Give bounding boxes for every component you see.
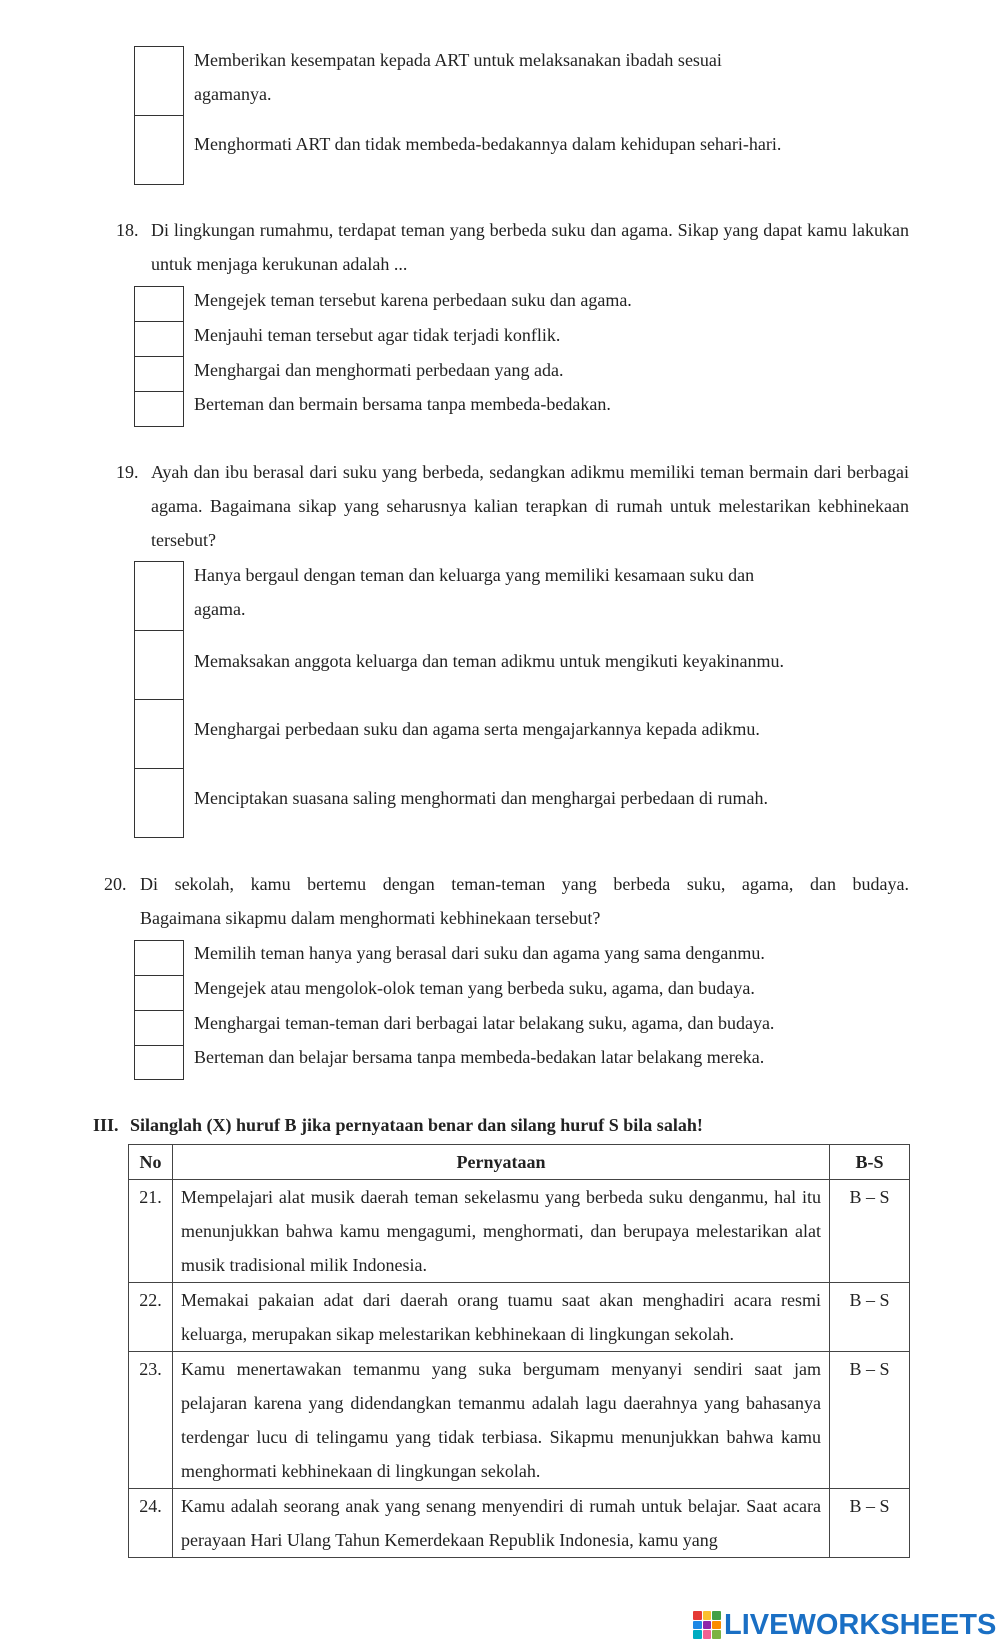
logo-mark-square [693, 1630, 702, 1639]
liveworksheets-logo [693, 1610, 996, 1640]
q18-option-a-checkbox[interactable] [134, 286, 184, 322]
q17-option-2-checkbox[interactable] [134, 115, 184, 185]
row-number: 23. [129, 1352, 173, 1489]
q18-option-b-text: Menjauhi teman tersebut agar tidak terjadi konflik. [194, 325, 561, 345]
logo-mark-square [712, 1621, 721, 1630]
option-s[interactable]: S [879, 1187, 890, 1207]
q18-option-c-checkbox[interactable] [134, 356, 184, 392]
table-row [129, 1283, 910, 1352]
q20-option-c-text: Menghargai teman-teman dari berbagai latar belakang suku, agama, dan budaya. [194, 1013, 775, 1033]
q17-option-1-text [194, 43, 722, 111]
option-b[interactable]: B [849, 1290, 862, 1310]
row-statement: Memakai pakaian adat dari daerah orang tuamu saat akan menghadiri acara resmi keluarga, merupakan sikap melestarikan kebhinekaan di lingkungan sekolah. [173, 1283, 830, 1352]
q20-option-c-checkbox[interactable] [134, 1010, 184, 1046]
option-separator: – [861, 1359, 880, 1379]
q17-option-2-text: Menghormati ART dan tidak membeda-bedakannya dalam kehidupan sehari-hari. [194, 134, 782, 154]
row-bs-options [830, 1180, 910, 1283]
q18-option-c-text: Menghargai dan menghormati perbedaan yang ada. [194, 360, 564, 380]
row-bs-options [830, 1283, 910, 1352]
q19-option-c-checkbox[interactable] [134, 699, 184, 769]
section-3-roman: III. [93, 1115, 119, 1135]
logo-mark-square [712, 1611, 721, 1620]
q18-option-d-text: Berteman dan bermain bersama tanpa membeda-bedakan. [194, 394, 611, 414]
liveworksheets-logo-icon [693, 1611, 721, 1639]
table-row [129, 1352, 910, 1489]
q19-option-a-checkbox[interactable] [134, 561, 184, 631]
q19-option-b-text: Memaksakan anggota keluarga dan teman adikmu untuk mengikuti keyakinanmu. [194, 651, 785, 671]
q19-question-text: Ayah dan ibu berasal dari suku yang berbeda, sedangkan adikmu memiliki teman bermain dari berbagai agama. Bagaimana sikap yang seharusnya kalian terapkan di rumah untuk melestarikan kebhinekaan tersebut? [151, 462, 909, 550]
q19-option-a-line-2: agama. [194, 599, 246, 619]
option-b[interactable]: B [849, 1187, 862, 1207]
row-number: 21. [129, 1180, 173, 1283]
q20-option-a-checkbox[interactable] [134, 940, 184, 976]
q20-option-b-text: Mengejek atau mengolok-olok teman yang berbeda suku, agama, dan budaya. [194, 978, 755, 998]
q18-option-d-checkbox[interactable] [134, 391, 184, 427]
option-b[interactable]: B [849, 1359, 862, 1379]
q19-option-c-text: Menghargai perbedaan suku dan agama serta mengajarkannya kepada adikmu. [194, 719, 760, 739]
q18-question-text: Di lingkungan rumahmu, terdapat teman yang berbeda suku dan agama. Sikap yang dapat kamu lakukan untuk menjaga kerukunan adalah ... [151, 220, 909, 274]
option-separator: – [861, 1290, 880, 1310]
row-number: 24. [129, 1489, 173, 1558]
q19-option-a-text [194, 558, 754, 626]
q19-option-d-checkbox[interactable] [134, 768, 184, 838]
row-number: 22. [129, 1283, 173, 1352]
q18-option-b-checkbox[interactable] [134, 321, 184, 357]
option-separator: – [861, 1496, 880, 1516]
option-s[interactable]: S [879, 1359, 890, 1379]
table-header-row [129, 1145, 910, 1180]
q19-number: 19. [116, 462, 139, 482]
row-statement: Kamu menertawakan temanmu yang suka bergumam menyanyi sendiri saat jam pelajaran karena yang didendangkan temanmu adalah lagu daerahnya yang bahasanya terdengar lucu di telingamu yang tidak terbiasa. Sikapmu menunjukkan bahwa kamu menghormati kebhinekaan di lingkungan sekolah. [173, 1352, 830, 1489]
statement-table [128, 1144, 910, 1558]
table-row [129, 1180, 910, 1283]
logo-mark-square [693, 1611, 702, 1620]
row-bs-options [830, 1352, 910, 1489]
q20-option-d-text: Berteman dan belajar bersama tanpa membeda-bedakan latar belakang mereka. [194, 1047, 765, 1067]
logo-mark-square [703, 1621, 712, 1630]
option-s[interactable]: S [879, 1290, 890, 1310]
table-row [129, 1489, 910, 1558]
option-s[interactable]: S [879, 1496, 890, 1516]
header-statement: Pernyataan [173, 1145, 830, 1180]
section-3-title [93, 1108, 703, 1142]
row-bs-options [830, 1489, 910, 1558]
q20-option-d-checkbox[interactable] [134, 1045, 184, 1080]
section-3-instruction: Silanglah (X) huruf B jika pernyataan benar dan silang huruf S bila salah! [130, 1115, 703, 1135]
q18-option-a-text: Mengejek teman tersebut karena perbedaan suku dan agama. [194, 290, 632, 310]
row-statement: Kamu adalah seorang anak yang senang menyendiri di rumah untuk belajar. Saat acara perayaan Hari Ulang Tahun Kemerdekaan Republik Indonesia, kamu yang [173, 1489, 830, 1558]
liveworksheets-logo-text: LIVEWORKSHEETS [724, 1608, 997, 1641]
q19-option-d-text: Menciptakan suasana saling menghormati dan menghargai perbedaan di rumah. [194, 788, 768, 808]
logo-mark-square [703, 1630, 712, 1639]
logo-mark-square [693, 1621, 702, 1630]
logo-mark-square [712, 1630, 721, 1639]
q20-option-a-text: Memilih teman hanya yang berasal dari suku dan agama yang sama denganmu. [194, 943, 765, 963]
q20-number: 20. [104, 874, 127, 894]
logo-mark-square [703, 1611, 712, 1620]
q19-option-a-line-1: Hanya bergaul dengan teman dan keluarga yang memiliki kesamaan suku dan [194, 565, 755, 585]
row-statement: Mempelajari alat musik daerah teman sekelasmu yang berbeda suku denganmu, hal itu menunjukkan bahwa kamu mengagumi, menghormati, dan berupaya melestarikan alat musik tradisional milik Indonesia. [173, 1180, 830, 1283]
q20-option-b-checkbox[interactable] [134, 975, 184, 1011]
q19-option-b-checkbox[interactable] [134, 630, 184, 700]
q20-question-line-2: Bagaimana sikapmu dalam menghormati kebhinekaan tersebut? [140, 908, 601, 928]
option-separator: – [861, 1187, 880, 1207]
q18-number: 18. [116, 220, 139, 240]
q17-option-1-line-1: Memberikan kesempatan kepada ART untuk melaksanakan ibadah sesuai [194, 50, 722, 70]
header-bs: B-S [830, 1145, 910, 1180]
header-no: No [129, 1145, 173, 1180]
q17-option-1-checkbox[interactable] [134, 46, 184, 116]
q17-option-1-line-2: agamanya. [194, 84, 272, 104]
q20-question-line-1: Di sekolah, kamu bertemu dengan teman-teman yang berbeda suku, agama, dan budaya. [140, 874, 909, 894]
option-b[interactable]: B [849, 1496, 862, 1516]
